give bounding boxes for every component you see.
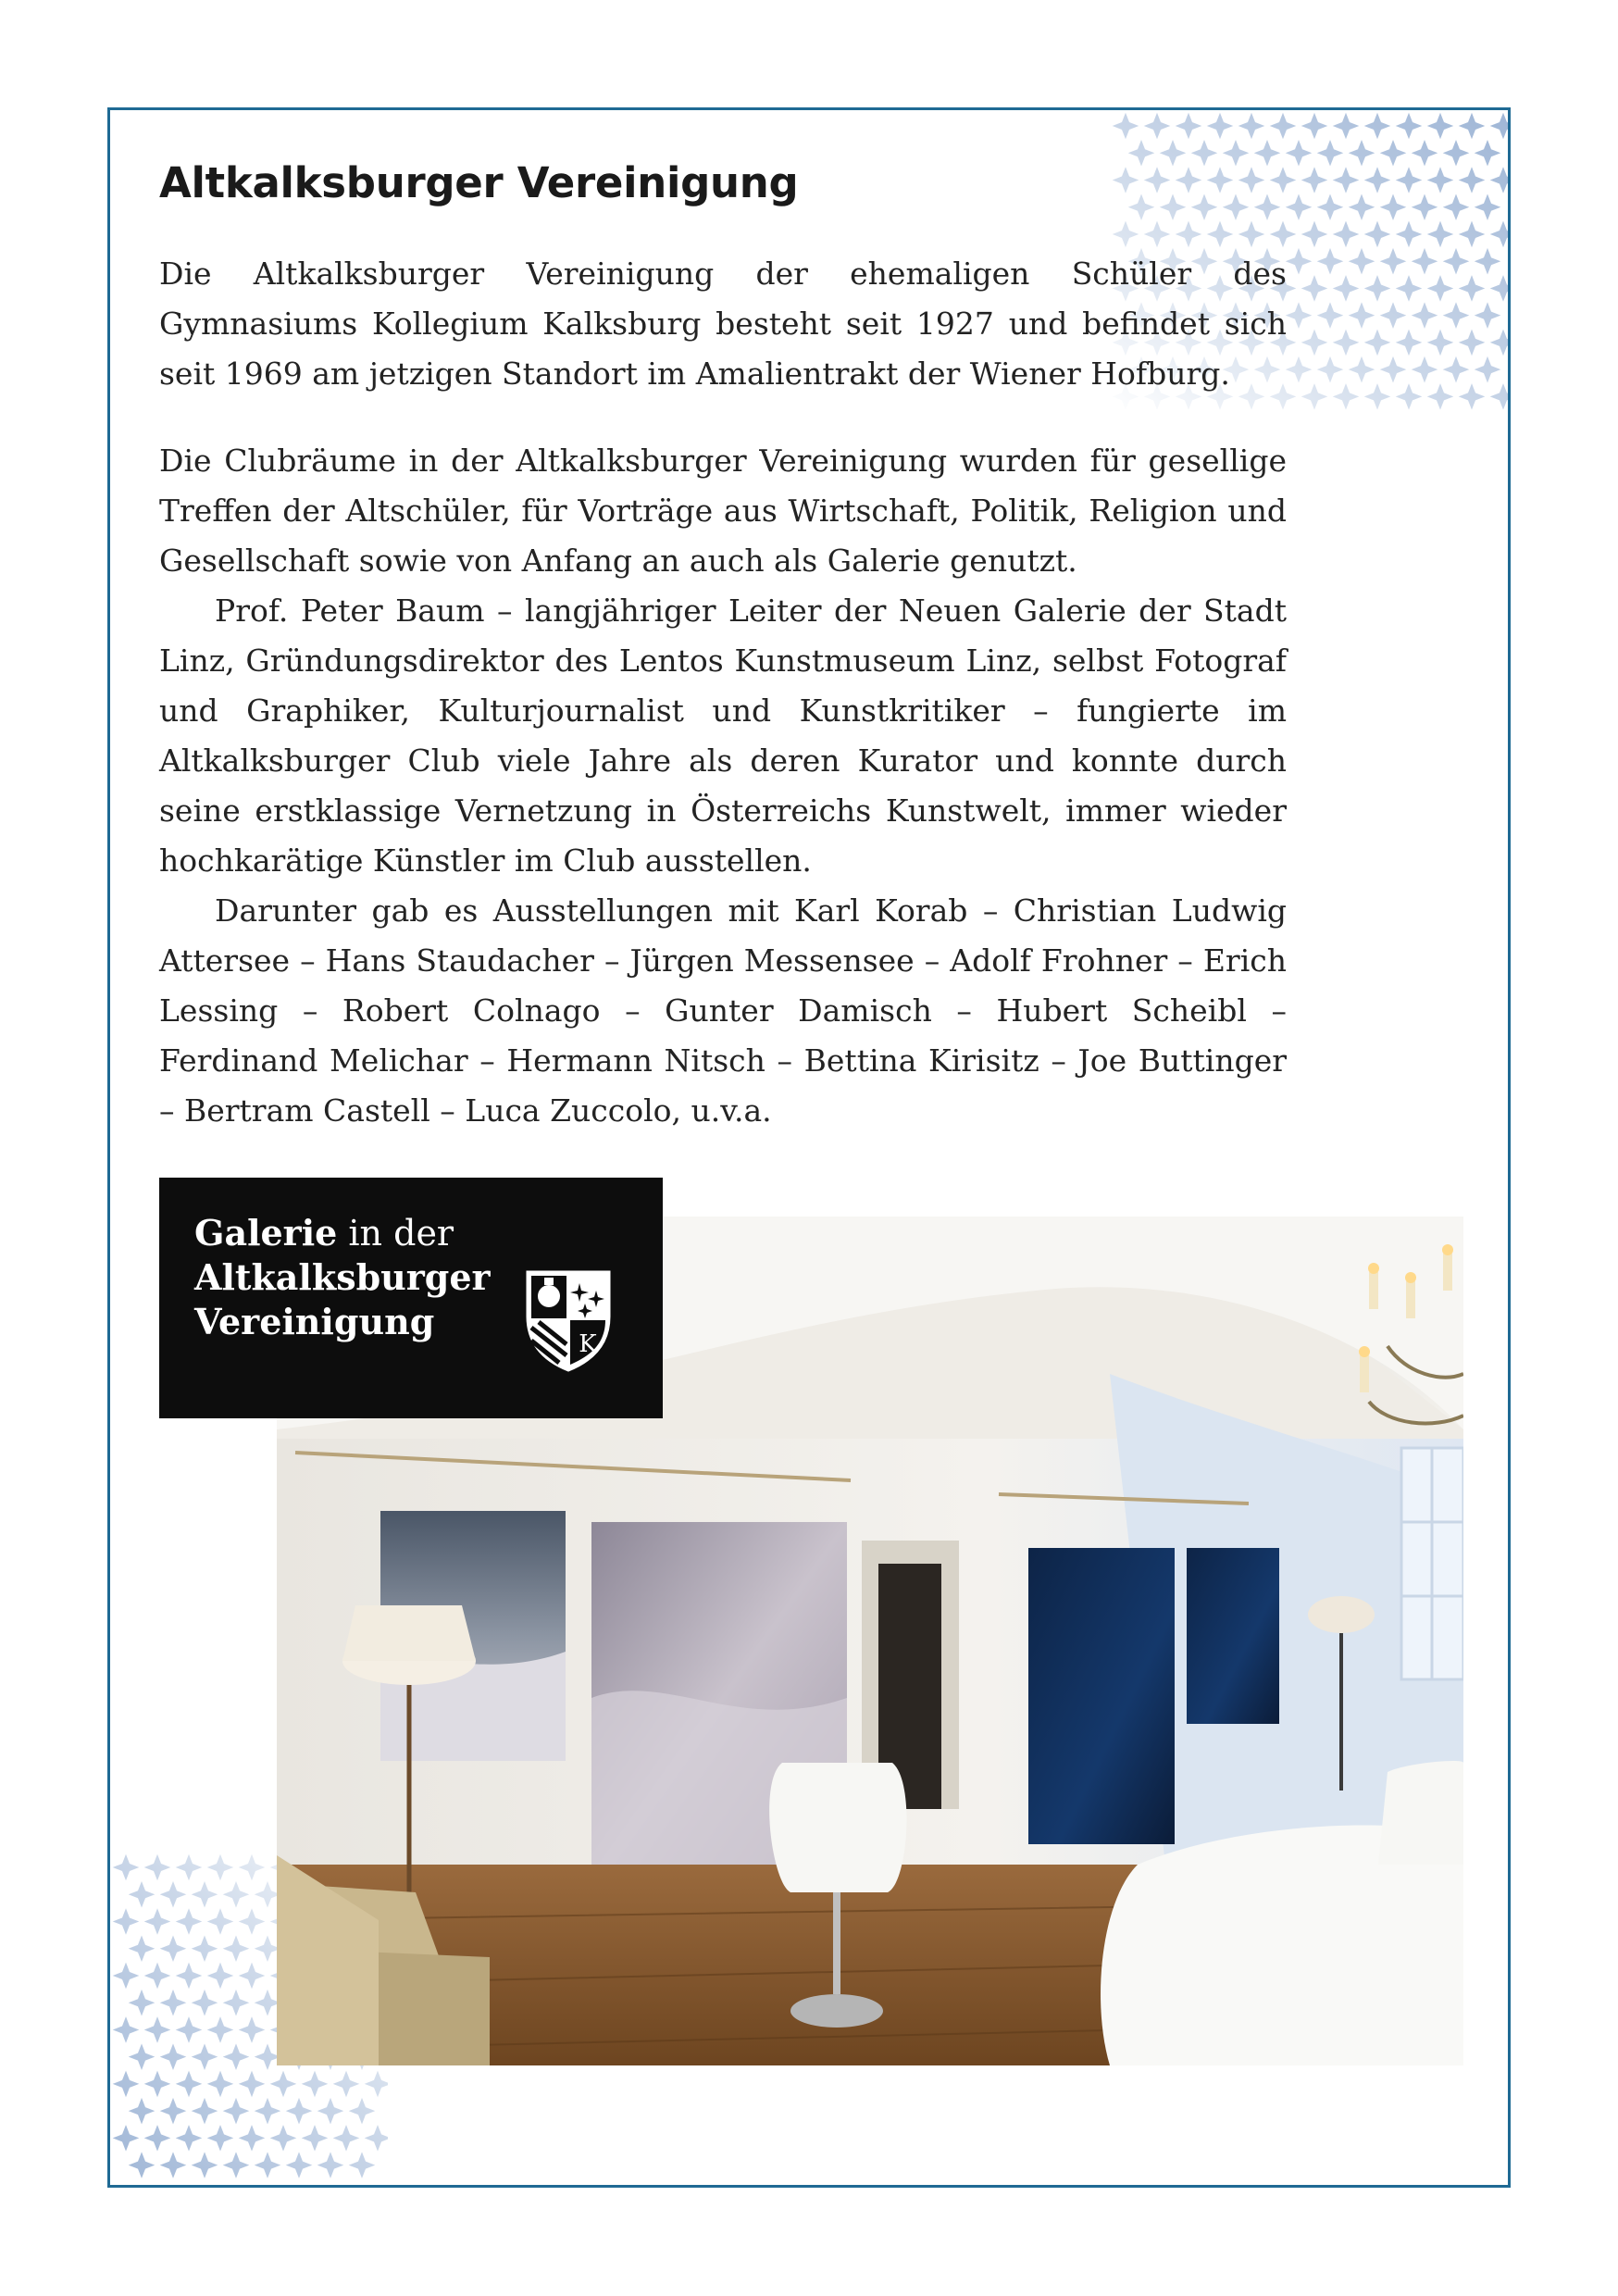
- star-shape: [333, 2125, 360, 2152]
- star-shape: [1333, 275, 1360, 302]
- star-shape: [1238, 167, 1265, 193]
- star-shape: [192, 1881, 218, 1908]
- star-shape: [1317, 248, 1344, 275]
- star-shape: [1364, 330, 1391, 356]
- star-shape: [302, 2071, 329, 2098]
- star-shape: [113, 2125, 140, 2152]
- star-shape: [1176, 113, 1202, 140]
- star-shape: [1443, 302, 1470, 329]
- star-shape: [144, 2016, 171, 2043]
- star-shape: [1475, 140, 1501, 167]
- star-shape: [223, 2098, 250, 2125]
- star-shape: [1317, 302, 1344, 329]
- star-shape: [144, 1963, 171, 1990]
- star-shape: [1333, 221, 1360, 248]
- star-shape: [223, 2043, 250, 2070]
- star-shape: [1254, 193, 1281, 220]
- star-shape: [1459, 383, 1486, 410]
- star-shape: [160, 1881, 187, 1908]
- star-shape: [176, 1908, 203, 1935]
- star-shape: [113, 2071, 140, 2098]
- star-shape: [160, 1990, 187, 2016]
- star-shape: [1459, 330, 1486, 356]
- paragraph-exhibitions: Darunter gab es Ausstellungen mit Karl Korab – Christian Ludwig Attersee – Hans Staudacher – Jürgen Messensee – Adolf Frohner – Erich Lessing – Robert Colnago – Gunter Damisch – Hubert Scheibl – Ferdinand Melichar – Hermann Nitsch – Bettina Kirisitz – Joe Buttinger – Bertram Castell – Luca Zuccolo, u.v.a.: [159, 892, 1287, 1129]
- star-shape: [1270, 221, 1297, 248]
- star-shape: [1349, 302, 1375, 329]
- star-shape: [1380, 248, 1407, 275]
- star-shape: [1396, 167, 1423, 193]
- star-shape: [223, 2152, 250, 2178]
- gallery-logo: [159, 1178, 663, 1418]
- star-shape: [239, 2016, 266, 2043]
- star-shape: [270, 2071, 297, 2098]
- star-shape: [1113, 167, 1139, 193]
- star-shape: [1490, 383, 1508, 410]
- star-shape: [286, 2152, 313, 2178]
- star-shape: [129, 2152, 156, 2178]
- star-shape: [1301, 221, 1328, 248]
- star-shape: [223, 1935, 250, 1962]
- star-shape: [1144, 221, 1171, 248]
- star-shape: [1443, 140, 1470, 167]
- star-shape: [113, 2016, 140, 2043]
- star-shape: [349, 2098, 376, 2125]
- star-shape: [160, 1935, 187, 1962]
- star-shape: [192, 1990, 218, 2016]
- star-shape: [207, 1963, 234, 1990]
- star-shape: [1412, 302, 1438, 329]
- star-shape: [1427, 275, 1454, 302]
- star-shape: [1238, 113, 1265, 140]
- star-shape: [1427, 383, 1454, 410]
- star-shape: [1396, 221, 1423, 248]
- star-shape: [1286, 248, 1313, 275]
- star-shape: [113, 1854, 140, 1881]
- star-shape: [1380, 193, 1407, 220]
- star-shape: [1301, 330, 1328, 356]
- star-shape: [1301, 113, 1328, 140]
- star-shape: [1286, 193, 1313, 220]
- star-shape: [255, 2098, 281, 2125]
- logo-word-galerie: Galerie: [194, 1212, 338, 1254]
- star-shape: [1459, 167, 1486, 193]
- logo-word-vereinigung: Vereinigung: [194, 1301, 435, 1342]
- star-shape: [1475, 248, 1501, 275]
- star-shape: [1396, 330, 1423, 356]
- star-shape: [349, 2152, 376, 2178]
- star-shape: [1475, 193, 1501, 220]
- star-shape: [1490, 113, 1508, 140]
- star-shape: [1113, 221, 1139, 248]
- star-shape: [1286, 356, 1313, 383]
- star-shape: [1412, 356, 1438, 383]
- star-shape: [1223, 140, 1250, 167]
- star-shape: [144, 1908, 171, 1935]
- star-shape: [176, 1854, 203, 1881]
- paragraph-club-rooms: Die Clubräume in der Altkalksburger Vereinigung wurden für gesellige Treffen der Altschüler, für Vorträge aus Wirtschaft, Politik, Religion und Gesellschaft sowie von Anfang an auch als Galerie genutzt.: [159, 443, 1287, 579]
- star-shape: [1238, 221, 1265, 248]
- star-shape: [113, 1963, 140, 1990]
- star-shape: [207, 2125, 234, 2152]
- star-shape: [1286, 302, 1313, 329]
- star-shape: [333, 2071, 360, 2098]
- logo-line-1: [194, 1211, 663, 1255]
- star-shape: [1475, 356, 1501, 383]
- star-shape: [192, 2098, 218, 2125]
- star-shape: [1490, 221, 1508, 248]
- star-shape: [1317, 193, 1344, 220]
- star-shape: [129, 2098, 156, 2125]
- star-shape: [207, 1854, 234, 1881]
- star-shape: [302, 2125, 329, 2152]
- star-shape: [176, 1963, 203, 1990]
- star-shape: [286, 2098, 313, 2125]
- star-shape: [160, 2152, 187, 2178]
- star-shape: [192, 2043, 218, 2070]
- star-shape: [129, 2043, 156, 2070]
- star-shape: [207, 2071, 234, 2098]
- star-shape: [207, 1908, 234, 1935]
- star-shape: [239, 1908, 266, 1935]
- star-shape: [1443, 356, 1470, 383]
- star-shape: [1301, 275, 1328, 302]
- star-shape: [1396, 275, 1423, 302]
- star-shape: [1349, 248, 1375, 275]
- logo-word-in-der: in der: [337, 1213, 454, 1254]
- star-shape: [1412, 248, 1438, 275]
- star-shape: [1490, 275, 1508, 302]
- star-shape: [1333, 330, 1360, 356]
- star-shape: [317, 2152, 344, 2178]
- star-shape: [129, 1881, 156, 1908]
- star-shape: [1176, 221, 1202, 248]
- star-shape: [1191, 140, 1218, 167]
- star-shape: [223, 1881, 250, 1908]
- star-shape: [270, 2125, 297, 2152]
- star-shape: [1270, 167, 1297, 193]
- star-shape: [144, 2125, 171, 2152]
- star-shape: [1443, 193, 1470, 220]
- star-shape: [1427, 167, 1454, 193]
- star-shape: [1396, 113, 1423, 140]
- star-shape: [1427, 221, 1454, 248]
- star-shape: [1364, 383, 1391, 410]
- shield-letter: K: [579, 1330, 597, 1358]
- star-shape: [1427, 113, 1454, 140]
- star-shape: [1333, 113, 1360, 140]
- star-shape: [1207, 167, 1234, 193]
- star-shape: [1364, 113, 1391, 140]
- star-shape: [1144, 167, 1171, 193]
- star-shape: [1380, 140, 1407, 167]
- star-shape: [1364, 221, 1391, 248]
- star-shape: [1191, 193, 1218, 220]
- star-shape: [1301, 383, 1328, 410]
- star-shape: [129, 1990, 156, 2016]
- star-shape: [1443, 248, 1470, 275]
- star-shape: [1333, 383, 1360, 410]
- star-shape: [239, 2125, 266, 2152]
- paragraph-curator: Prof. Peter Baum – langjähriger Leiter der Neuen Galerie der Stadt Linz, Gründungsdirektor des Lentos Kunstmuseum Linz, selbst Fotograf und Graphiker, Kulturjournalist und Kunstkritiker – fungierte im Altkalksburger Club viele Jahre als deren Kurator und konnte durch seine erstklassige Vernetzung in Österreichs Kunstwelt, immer wieder hochkarätige Künstler im Club ausstellen.: [159, 593, 1287, 879]
- star-shape: [144, 2071, 171, 2098]
- star-shape: [1113, 113, 1139, 140]
- star-shape: [1128, 193, 1155, 220]
- star-shape: [1380, 356, 1407, 383]
- star-shape: [223, 1990, 250, 2016]
- star-shape: [1412, 193, 1438, 220]
- star-shape: [1254, 140, 1281, 167]
- star-shape: [1223, 193, 1250, 220]
- star-shape: [255, 2152, 281, 2178]
- star-shape: [192, 2152, 218, 2178]
- star-shape: [176, 2016, 203, 2043]
- star-shape: [207, 2016, 234, 2043]
- star-shape: [1427, 330, 1454, 356]
- star-shape: [1364, 275, 1391, 302]
- star-shape: [1349, 356, 1375, 383]
- star-shape: [1207, 221, 1234, 248]
- star-shape: [113, 1908, 140, 1935]
- star-shape: [365, 2071, 388, 2098]
- article-body: [159, 249, 1287, 1136]
- star-shape: [1412, 140, 1438, 167]
- star-shape: [365, 2125, 388, 2152]
- star-shape: [1364, 167, 1391, 193]
- star-shape: [176, 2125, 203, 2152]
- star-shape: [1128, 140, 1155, 167]
- star-shape: [317, 2098, 344, 2125]
- star-shape: [1176, 167, 1202, 193]
- star-shape: [1144, 113, 1171, 140]
- star-shape: [1286, 140, 1313, 167]
- star-shape: [1317, 140, 1344, 167]
- star-shape: [239, 2071, 266, 2098]
- star-shape: [1459, 221, 1486, 248]
- star-shape: [1459, 275, 1486, 302]
- star-shape: [1490, 330, 1508, 356]
- star-shape: [239, 1854, 266, 1881]
- star-shape: [129, 1935, 156, 1962]
- star-shape: [239, 1963, 266, 1990]
- star-shape: [1349, 193, 1375, 220]
- star-shape: [1459, 113, 1486, 140]
- star-shape: [1490, 167, 1508, 193]
- star-shape: [1396, 383, 1423, 410]
- star-shape: [1317, 356, 1344, 383]
- star-shape: [1333, 167, 1360, 193]
- paragraph-history: Die Altkalksburger Vereinigung der ehemaligen Schüler des Gymnasiums Kollegium Kalksburg besteht seit 1927 und befindet sich seit 1969 am jetzigen Standort im Amalientrakt der Wiener Hofburg.: [159, 256, 1287, 392]
- star-shape: [176, 2071, 203, 2098]
- logo-word-altkalksburger: Altkalksburger: [194, 1256, 491, 1298]
- star-shape: [192, 1935, 218, 1962]
- star-shape: [1160, 140, 1187, 167]
- star-shape: [1475, 302, 1501, 329]
- shield-crest-icon: [522, 1263, 615, 1374]
- star-shape: [1349, 140, 1375, 167]
- star-shape: [160, 2043, 187, 2070]
- star-shape: [1380, 302, 1407, 329]
- star-shape: [160, 2098, 187, 2125]
- star-shape: [1301, 167, 1328, 193]
- star-shape: [1270, 113, 1297, 140]
- page-frame: [107, 107, 1511, 2188]
- star-shape: [144, 1854, 171, 1881]
- article-title: Altkalksburger Vereinigung: [159, 158, 799, 207]
- star-shape: [1207, 113, 1234, 140]
- star-shape: [1160, 193, 1187, 220]
